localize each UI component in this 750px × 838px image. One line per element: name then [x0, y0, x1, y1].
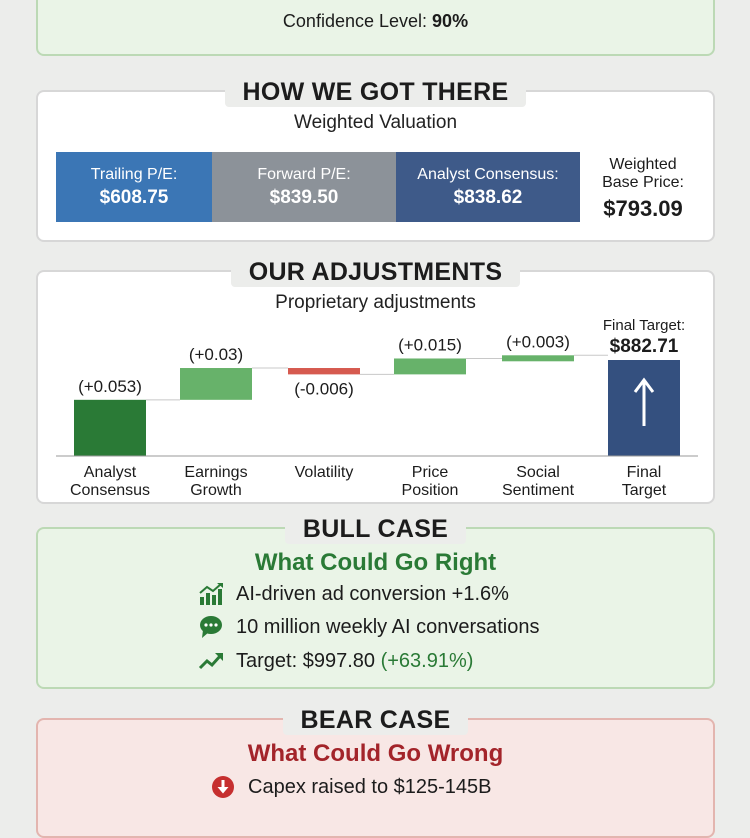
- x-tick-label: Social: [516, 464, 560, 481]
- weighted-label-1: Weighted: [609, 156, 677, 173]
- weighted-value: $793.09: [603, 196, 683, 221]
- bear-heading: What Could Go Wrong: [247, 740, 504, 767]
- x-tick-label: Final: [626, 464, 662, 481]
- chat-bubble-icon: [198, 615, 224, 639]
- bar-data-label: (-0.006): [294, 379, 354, 399]
- valuation-card: [36, 78, 715, 242]
- confidence-value: 90%: [432, 11, 469, 31]
- weighted-base-price: [583, 156, 703, 222]
- analyst-consensus-value: $838.62: [453, 186, 523, 208]
- bear-item: [210, 775, 492, 799]
- bar-chart-up-icon: [198, 582, 224, 606]
- bar-data-label: (+0.003): [506, 332, 570, 352]
- waterfall-bar: [288, 368, 360, 374]
- x-tick-label: Target: [621, 482, 667, 499]
- waterfall-bar: [180, 368, 252, 400]
- final-target-value: $882.71: [609, 336, 679, 357]
- adjustments-card: [36, 258, 715, 504]
- waterfall-bar: [74, 400, 146, 456]
- x-tick-label: Volatility: [294, 464, 354, 481]
- bear-case-card: [36, 706, 715, 838]
- trend-up-icon: [198, 649, 224, 673]
- confidence-label: Confidence Level:: [282, 11, 428, 31]
- bull-case-card: [36, 515, 715, 689]
- analyst-consensus-label: Analyst Consensus:: [417, 165, 559, 183]
- confidence-text: [38, 11, 713, 32]
- bar-data-label: (+0.053): [78, 376, 142, 396]
- bull-target-change: (+63.91%): [380, 649, 474, 672]
- forward-pe-value: $839.50: [269, 186, 339, 208]
- waterfall-bar: [394, 358, 466, 374]
- bull-heading: What Could Go Right: [254, 549, 497, 576]
- bull-item: [198, 649, 473, 673]
- x-tick-label: Consensus: [69, 482, 151, 499]
- bear-item-text: Capex raised to $125-145B: [248, 775, 492, 798]
- down-arrow-circle-icon: [210, 775, 236, 799]
- x-tick-label: Position: [401, 482, 459, 499]
- x-tick-label: Sentiment: [501, 482, 575, 499]
- bar-data-label: (+0.03): [188, 345, 244, 365]
- bull-case-title: BULL CASE: [285, 515, 466, 544]
- x-tick-label: Price: [411, 464, 449, 481]
- x-tick-label: Growth: [190, 482, 242, 499]
- bull-item: [198, 615, 539, 639]
- adjustments-subtitle: Proprietary adjustments: [275, 292, 476, 313]
- bear-case-title: BEAR CASE: [283, 706, 469, 735]
- trailing-pe-value: $608.75: [99, 186, 169, 208]
- x-tick-label: Earnings: [184, 464, 248, 481]
- adjustments-title: OUR ADJUSTMENTS: [231, 258, 521, 287]
- x-tick-label: Analyst: [83, 464, 137, 481]
- bull-item-text: 10 million weekly AI conversations: [236, 615, 540, 638]
- bull-item-text: Target: $997.80: [236, 649, 375, 672]
- valuation-subtitle: Weighted Valuation: [293, 112, 458, 133]
- trailing-pe-label: Trailing P/E:: [90, 165, 178, 183]
- weighted-label-2: Base Price:: [602, 174, 684, 191]
- trailing-pe-segment: [56, 152, 212, 222]
- confidence-card: [36, 0, 715, 56]
- waterfall-chart: [38, 272, 717, 506]
- forward-pe-label: Forward P/E:: [257, 165, 351, 183]
- bull-item: [198, 582, 509, 606]
- final-target-label: Final Target:: [602, 317, 686, 334]
- forward-pe-segment: [212, 152, 396, 222]
- analyst-consensus-segment: [396, 152, 580, 222]
- waterfall-bar: [502, 355, 574, 361]
- bar-data-label: (+0.015): [398, 335, 462, 355]
- bull-item-text: AI-driven ad conversion +1.6%: [236, 582, 509, 605]
- valuation-title: HOW WE GOT THERE: [225, 78, 527, 107]
